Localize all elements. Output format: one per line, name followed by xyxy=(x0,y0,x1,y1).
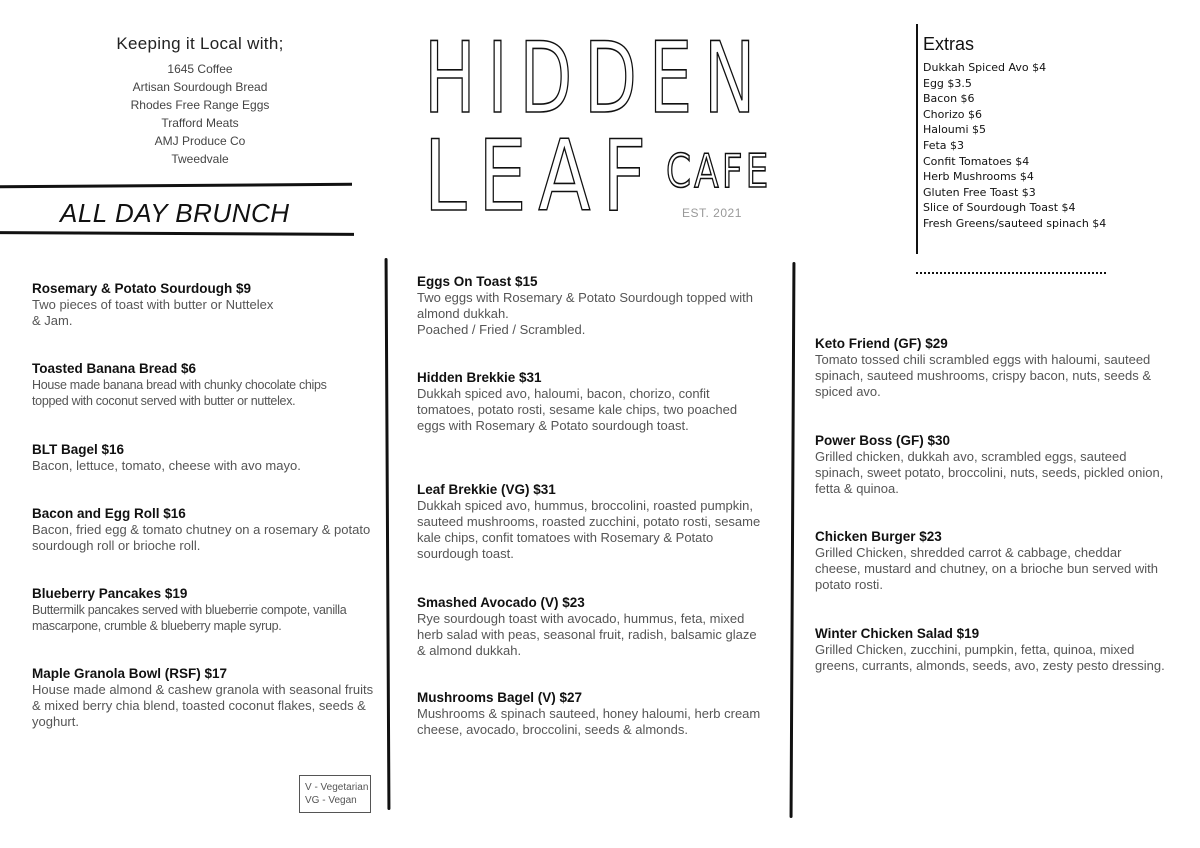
local-item: Rhodes Free Range Eggs xyxy=(130,98,270,112)
logo-leaf: LEAF xyxy=(424,120,658,234)
menu-item-title: Bacon and Egg Roll $16 xyxy=(32,506,186,521)
menu-item xyxy=(815,336,1165,400)
local-item: 1645 Coffee xyxy=(167,62,233,76)
menu-item-title: Power Boss (GF) $30 xyxy=(815,433,951,448)
menu-item-desc: Two pieces of toast with butter or Nuttelex & Jam. xyxy=(32,297,274,328)
menu-item-title: Eggs On Toast $15 xyxy=(417,274,538,289)
banner-line-bottom xyxy=(0,231,354,236)
menu-item-title: Rosemary & Potato Sourdough $9 xyxy=(32,281,252,296)
menu-item xyxy=(417,274,757,338)
banner-line-top xyxy=(0,183,352,188)
menu-item xyxy=(417,370,757,434)
local-item: Trafford Meats xyxy=(161,116,239,130)
menu-item-title: Chicken Burger $23 xyxy=(815,529,942,544)
menu-item xyxy=(32,506,377,554)
extras-item: Chorizo $6 xyxy=(923,107,982,121)
menu-item xyxy=(417,595,757,659)
menu-item-title: BLT Bagel $16 xyxy=(32,442,125,457)
local-suppliers xyxy=(60,34,340,168)
menu-item xyxy=(815,433,1165,497)
menu-item xyxy=(32,442,377,474)
menu-item-title: Winter Chicken Salad $19 xyxy=(815,626,980,641)
extras-list xyxy=(923,60,1106,232)
menu-item-desc: Rye sourdough toast with avocado, hummus, feta, mixed herb salad with peas, seasonal fruit, radish, balsamic glaze & almond dukkah. xyxy=(417,611,757,658)
menu-item-desc: Grilled Chicken, zucchini, pumpkin, fetta, quinoa, mixed greens, currants, almonds, seeds, avo, zesty pesto dressing. xyxy=(815,642,1165,673)
menu-item-title: Smashed Avocado (V) $23 xyxy=(417,595,585,610)
menu-item-desc: House made almond & cashew granola with seasonal fruits & mixed berry chia blend, toasted coconut flakes, seeds & yoghurt. xyxy=(32,682,374,729)
logo-hidden: HIDDEN xyxy=(424,22,768,136)
menu-item-title: Leaf Brekkie (VG) $31 xyxy=(417,482,556,497)
menu-item-desc: Two eggs with Rosemary & Potato Sourdough topped with almond dukkah. Poached / Fried / Scrambled. xyxy=(417,290,754,337)
extras-item: Dukkah Spiced Avo $4 xyxy=(923,61,1047,74)
extras-item: Slice of Sourdough Toast $4 xyxy=(923,201,1076,215)
menu-item xyxy=(815,529,1170,593)
extras-item: Confit Tomatoes $4 xyxy=(923,154,1030,168)
legend-vegan: VG - Vegan xyxy=(305,795,357,806)
menu-item xyxy=(32,361,362,409)
local-item: Artisan Sourdough Bread xyxy=(132,80,268,94)
menu-item-title: Toasted Banana Bread $6 xyxy=(32,361,197,376)
menu-item xyxy=(32,281,377,329)
local-item: AMJ Produce Co xyxy=(154,134,246,148)
extras-item: Egg $3.5 xyxy=(923,76,972,90)
logo-est: EST. 2021 xyxy=(682,206,742,220)
menu-item xyxy=(417,482,762,562)
extras-divider xyxy=(916,24,918,254)
menu-item-title: Hidden Brekkie $31 xyxy=(417,370,542,385)
column-divider-left xyxy=(385,258,391,810)
menu-item xyxy=(815,626,1170,674)
local-list xyxy=(60,60,340,168)
extras-item: Feta $3 xyxy=(923,138,965,152)
menu-item-desc: Dukkah spiced avo, haloumi, bacon, chorizo, confit tomatoes, potato rosti, sesame kale chips, two poached eggs with Rosemary & Potato sourdough toast. xyxy=(417,386,738,433)
menu-item-title: Maple Granola Bowl (RSF) $17 xyxy=(32,666,228,681)
extras-item: Gluten Free Toast $3 xyxy=(923,185,1036,199)
menu-item-title: Mushrooms Bagel (V) $27 xyxy=(417,690,583,705)
extras-item: Fresh Greens/sauteed spinach $4 xyxy=(923,216,1107,230)
extras-panel xyxy=(916,24,1126,252)
menu-item-desc: Buttermilk pancakes served with blueberrie compote, vanilla mascarpone, crumble & blueberry maple syrup. xyxy=(32,603,347,633)
menu-item-desc: Bacon, fried egg & tomato chutney on a rosemary & potato sourdough roll or brioche roll. xyxy=(32,522,371,553)
menu-item-desc: House made banana bread with chunky chocolate chips topped with coconut served with butter or nuttelex. xyxy=(32,378,327,408)
extras-item: Bacon $6 xyxy=(923,92,975,106)
menu-item-desc: Mushrooms & spinach sauteed, honey haloumi, herb cream cheese, avocado, broccolini, seeds & almonds. xyxy=(417,706,761,737)
menu-item-desc: Dukkah spiced avo, hummus, broccolini, roasted pumpkin, sauteed mushrooms, roasted zucchini, potato rosti, sesame kale chips, confit tomatoes with Rosemary & Potato sourdough toast. xyxy=(417,498,761,561)
logo-cafe: CAFE xyxy=(666,144,772,198)
extras-title: Extras xyxy=(923,34,975,54)
menu-item-desc: Grilled chicken, dukkah avo, scrambled eggs, sauteed spinach, sweet potato, broccolini, nuts, seeds, pickled onion, fetta & quinoa. xyxy=(815,449,1164,496)
menu-item-desc: Grilled Chicken, shredded carrot & cabbage, cheddar cheese, mustard and chutney, on a brioche bun served with potato rosti. xyxy=(815,545,1159,592)
legend-vegetarian: V - Vegetarian xyxy=(305,782,369,793)
menu-item-desc: Tomato tossed chili scrambled eggs with haloumi, sauteed spinach, sauteed mushrooms, crispy bacon, nuts, seeds & spiced avo. xyxy=(815,352,1152,399)
menu-item-title: Keto Friend (GF) $29 xyxy=(815,336,948,351)
menu-item xyxy=(417,690,762,738)
extras-item: Herb Mushrooms $4 xyxy=(923,170,1034,184)
menu-item xyxy=(32,666,377,730)
local-item: Tweedvale xyxy=(171,152,229,166)
column-divider-right xyxy=(790,262,796,818)
dietary-legend xyxy=(299,775,371,813)
menu-item-desc: Bacon, lettuce, tomato, cheese with avo mayo. xyxy=(32,458,301,473)
menu-item xyxy=(32,586,372,634)
local-title: Keeping it Local with; xyxy=(116,34,284,53)
extras-item: Haloumi $5 xyxy=(923,123,987,137)
menu-item-title: Blueberry Pancakes $19 xyxy=(32,586,188,601)
banner-title: ALL DAY BRUNCH xyxy=(60,198,290,228)
extras-dotted-line xyxy=(916,272,1106,274)
